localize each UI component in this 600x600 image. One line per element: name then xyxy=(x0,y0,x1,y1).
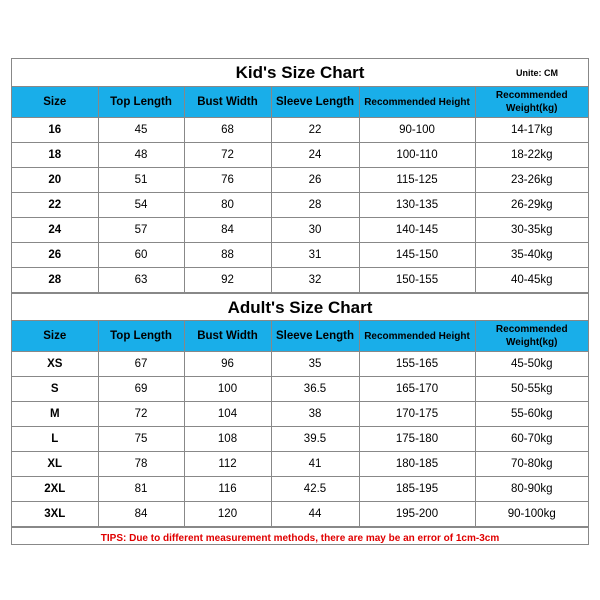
size-cell: XL xyxy=(12,452,98,477)
value-cell: 195-200 xyxy=(359,502,475,527)
value-cell: 51 xyxy=(98,168,184,193)
kids-header-row xyxy=(12,87,588,118)
header-sleeve-length: Sleeve Length xyxy=(271,87,359,118)
value-cell: 35 xyxy=(271,352,359,377)
value-cell: 68 xyxy=(184,118,271,143)
size-cell: 26 xyxy=(12,243,98,268)
value-cell: 40-45kg xyxy=(475,268,588,293)
value-cell: 155-165 xyxy=(359,352,475,377)
value-cell: 140-145 xyxy=(359,218,475,243)
table-row xyxy=(12,477,588,502)
value-cell: 90-100kg xyxy=(475,502,588,527)
value-cell: 14-17kg xyxy=(475,118,588,143)
size-cell: S xyxy=(12,377,98,402)
kids-size-table xyxy=(12,87,588,293)
value-cell: 96 xyxy=(184,352,271,377)
table-row xyxy=(12,168,588,193)
size-chart-sheet xyxy=(11,58,589,545)
value-cell: 23-26kg xyxy=(475,168,588,193)
value-cell: 54 xyxy=(98,193,184,218)
adults-header-row xyxy=(12,321,588,352)
table-row xyxy=(12,143,588,168)
adults-title-row xyxy=(12,293,588,321)
table-row xyxy=(12,218,588,243)
value-cell: 26-29kg xyxy=(475,193,588,218)
tips-note: TIPS: Due to different measurement methods, there are may be an error of 1cm-3cm xyxy=(12,527,588,549)
size-cell: L xyxy=(12,427,98,452)
value-cell: 69 xyxy=(98,377,184,402)
value-cell: 100 xyxy=(184,377,271,402)
value-cell: 18-22kg xyxy=(475,143,588,168)
adults-chart-title: Adult's Size Chart xyxy=(227,298,373,317)
value-cell: 120 xyxy=(184,502,271,527)
value-cell: 116 xyxy=(184,477,271,502)
header-recommended-height: Recommended Height xyxy=(359,87,475,118)
value-cell: 45 xyxy=(98,118,184,143)
value-cell: 70-80kg xyxy=(475,452,588,477)
value-cell: 104 xyxy=(184,402,271,427)
table-row xyxy=(12,118,588,143)
table-row xyxy=(12,427,588,452)
size-cell: 24 xyxy=(12,218,98,243)
value-cell: 31 xyxy=(271,243,359,268)
size-cell: XS xyxy=(12,352,98,377)
table-row xyxy=(12,502,588,527)
value-cell: 36.5 xyxy=(271,377,359,402)
size-cell: 18 xyxy=(12,143,98,168)
value-cell: 84 xyxy=(98,502,184,527)
value-cell: 30-35kg xyxy=(475,218,588,243)
value-cell: 115-125 xyxy=(359,168,475,193)
adults-size-table xyxy=(12,321,588,527)
size-cell: 28 xyxy=(12,268,98,293)
header-size: Size xyxy=(12,87,98,118)
value-cell: 130-135 xyxy=(359,193,475,218)
value-cell: 100-110 xyxy=(359,143,475,168)
value-cell: 24 xyxy=(271,143,359,168)
value-cell: 35-40kg xyxy=(475,243,588,268)
value-cell: 72 xyxy=(184,143,271,168)
value-cell: 75 xyxy=(98,427,184,452)
value-cell: 78 xyxy=(98,452,184,477)
table-row xyxy=(12,452,588,477)
header-size: Size xyxy=(12,321,98,352)
value-cell: 108 xyxy=(184,427,271,452)
header-recommended-height: Recommended Height xyxy=(359,321,475,352)
value-cell: 48 xyxy=(98,143,184,168)
value-cell: 55-60kg xyxy=(475,402,588,427)
size-cell: 22 xyxy=(12,193,98,218)
header-top-length: Top Length xyxy=(98,321,184,352)
table-row xyxy=(12,268,588,293)
value-cell: 60 xyxy=(98,243,184,268)
header-recommended-weight: Recommended Weight(kg) xyxy=(475,321,588,352)
size-cell: M xyxy=(12,402,98,427)
value-cell: 72 xyxy=(98,402,184,427)
value-cell: 165-170 xyxy=(359,377,475,402)
header-sleeve-length: Sleeve Length xyxy=(271,321,359,352)
value-cell: 80-90kg xyxy=(475,477,588,502)
table-row xyxy=(12,377,588,402)
table-row xyxy=(12,243,588,268)
value-cell: 81 xyxy=(98,477,184,502)
value-cell: 22 xyxy=(271,118,359,143)
value-cell: 50-55kg xyxy=(475,377,588,402)
table-row xyxy=(12,352,588,377)
unit-label: Unite: CM xyxy=(516,68,558,78)
value-cell: 90-100 xyxy=(359,118,475,143)
value-cell: 39.5 xyxy=(271,427,359,452)
value-cell: 84 xyxy=(184,218,271,243)
kids-table-body xyxy=(12,118,588,293)
value-cell: 92 xyxy=(184,268,271,293)
value-cell: 63 xyxy=(98,268,184,293)
value-cell: 38 xyxy=(271,402,359,427)
value-cell: 30 xyxy=(271,218,359,243)
header-recommended-weight: Recommended Weight(kg) xyxy=(475,87,588,118)
adults-table-body xyxy=(12,352,588,527)
table-row xyxy=(12,402,588,427)
header-bust-width: Bust Width xyxy=(184,321,271,352)
value-cell: 28 xyxy=(271,193,359,218)
value-cell: 180-185 xyxy=(359,452,475,477)
value-cell: 80 xyxy=(184,193,271,218)
value-cell: 145-150 xyxy=(359,243,475,268)
size-cell: 2XL xyxy=(12,477,98,502)
value-cell: 175-180 xyxy=(359,427,475,452)
kids-title-row xyxy=(12,59,588,87)
value-cell: 67 xyxy=(98,352,184,377)
size-cell: 3XL xyxy=(12,502,98,527)
header-bust-width: Bust Width xyxy=(184,87,271,118)
value-cell: 41 xyxy=(271,452,359,477)
value-cell: 60-70kg xyxy=(475,427,588,452)
value-cell: 150-155 xyxy=(359,268,475,293)
size-cell: 20 xyxy=(12,168,98,193)
value-cell: 26 xyxy=(271,168,359,193)
value-cell: 76 xyxy=(184,168,271,193)
value-cell: 42.5 xyxy=(271,477,359,502)
value-cell: 32 xyxy=(271,268,359,293)
header-top-length: Top Length xyxy=(98,87,184,118)
value-cell: 112 xyxy=(184,452,271,477)
value-cell: 44 xyxy=(271,502,359,527)
size-cell: 16 xyxy=(12,118,98,143)
value-cell: 88 xyxy=(184,243,271,268)
value-cell: 57 xyxy=(98,218,184,243)
value-cell: 170-175 xyxy=(359,402,475,427)
kids-chart-title: Kid's Size Chart xyxy=(235,63,365,82)
value-cell: 185-195 xyxy=(359,477,475,502)
table-row xyxy=(12,193,588,218)
value-cell: 45-50kg xyxy=(475,352,588,377)
